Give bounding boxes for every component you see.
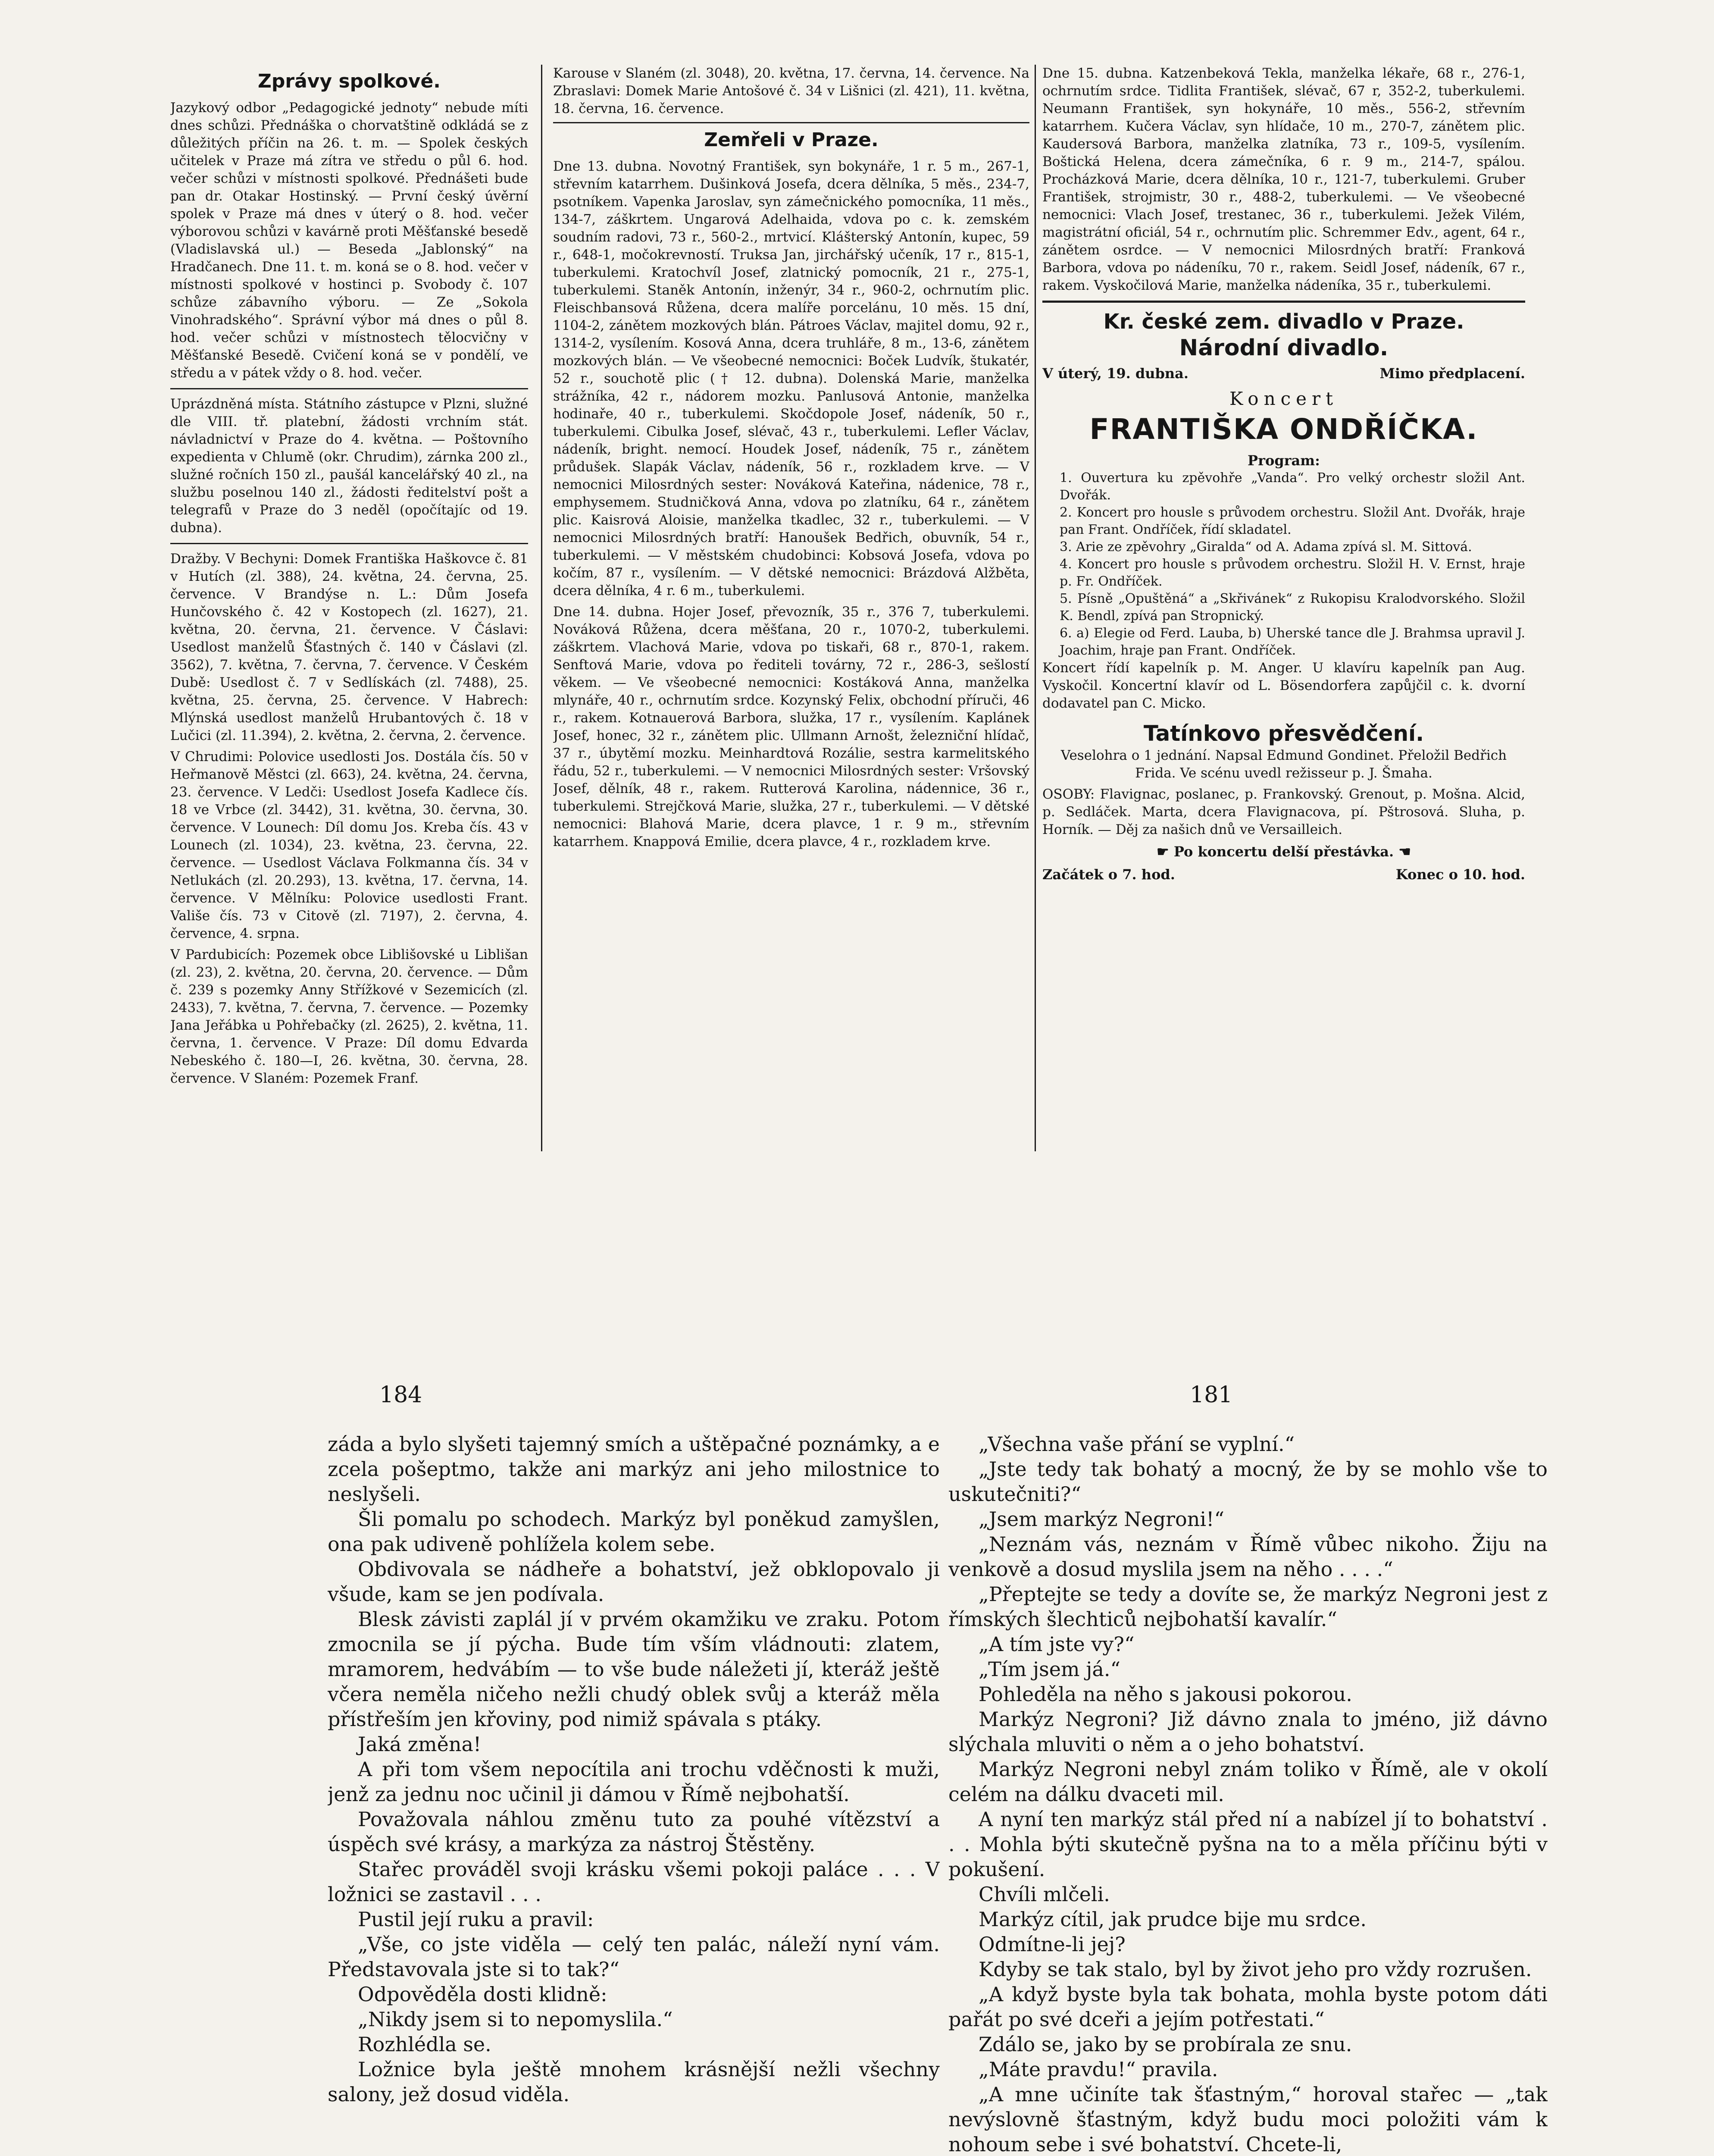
story-left-page	[328, 1432, 940, 2156]
play-title: Tatínkovo přesvědčení.	[1143, 721, 1424, 746]
auctions-text: Dražby. V Bechyni: Domek Františka Haškovce č. 81 v Hutích (zl. 388), 24. května, 24. června, 25. července. V Brandýse n. L.: Dům Josefa Hunčovského č. 42 v Kostopech (zl. 1627), 21. května, 20. června, 21. července. V Čáslavi: Usedlost manželů Šťastných č. 140 v Čáslavi (zl. 3562), 7. května, 7. června, 7. července. V Českém Dubě: Usedlost č. 7 v Sedlískách (zl. 7488), 25. května, 25. června, 25. července. V Habrech: Mlýnská usedlost manželů Hrubantových č. 18 v Lučici (zl. 11.394), 2. května, 2. června, 2. července.	[170, 551, 528, 743]
story-paragraph: „A tím jste vy?“	[979, 1633, 1135, 1656]
story-paragraph: „Máte pravdu!“ pravila.	[979, 2058, 1218, 2081]
end-time: Konec o 10. hod.	[1395, 866, 1525, 883]
column-theatre	[1042, 65, 1525, 1151]
story-paragraph: Odpověděla dosti klidně:	[358, 1983, 607, 2006]
theatre-subname: Národní divadlo.	[1179, 335, 1389, 361]
story-paragraph: „Nikdy jsem si to nepomyslila.“	[358, 2008, 673, 2031]
story-paragraph: „Tím jsem já.“	[979, 1658, 1120, 1681]
story-paragraph: Markýz Negroni? Již dávno znala to jméno, již dávno slýchala mluviti o něm a o jeho bohatství.	[948, 1708, 1548, 1756]
story-paragraph: A nyní ten markýz stál před ní a nabízel jí to bohatství . . . Mohla býti skutečně pyšna na to a měla příčinu býti v pokušení.	[948, 1808, 1548, 1881]
story-paragraph: Odmítne-li jej?	[979, 1933, 1126, 1956]
pointing-hand-icon: ☚	[1394, 843, 1411, 860]
deaths-april-15: Dne 15. dubna. Katzenbeková Tekla, manželka lékaře, 68 r., 276-1, ochrnutím srdce. Tidlita František, slévač, 67 r, 352-2, tuberkulemi. Neumann František, syn hokynáře, 10 měs., 556-2, střevním katarrhem. Kučera Václav, syn hlídače, 10 m., 270-7, zánětem plic. Kaudersová Barbora, manželka zlatníka, 73 r., 109-5, vysílením. Boštická Helena, dcera zámečníka, 6 r. 9 m., 214-7, spálou. Procházková Marie, dcera dělníka, 10 r., 121-7, tuberkulemi. Gruber František, strojmistr, 30 r., 488-2, tuberkulemi. — Ve všeobecné nemocnici: Vlach Josef, trestanec, 36 r., tuberkulemi. Ježek Vilém, magistrátní oficiál, 54 r., ochrnutím plic. Schremmer Edv., agent, 64 r., zánětem osrdce. — V nemocnici Milosrdných bratří: Franková Barbora, vdova po nádeníku, 70 r., rakem. Seidl Josef, nádeník, 67 r., rakem. Vyskočilová Marie, manželka nádeníka, 35 r., tuberkulemi.	[1042, 66, 1525, 293]
story-paragraph: Pohleděla na něho s jakousi pokorou.	[979, 1683, 1352, 1706]
intermission-text: Po koncertu delší přestávka.	[1173, 843, 1394, 860]
story-paragraph: Blesk závisti zaplál jí v prvém okamžiku ve zraku. Potom zmocnila se jí pýcha. Bude tím vším vládnouti: zlatem, mramorem, hedvábím — to vše bude náležeti jí, kteráž ještě včera neměla ničeho nežli chudý oblek svůj a kteráž měla přístřeším jen křoviny, pod nimiž spávala s ptáky.	[328, 1608, 940, 1731]
story-paragraph: Markýz Negroni nebyl znám toliko v Římě, ale v okolí celém na dálku dvaceti mil.	[948, 1758, 1548, 1806]
story-paragraph: A při tom všem nepocítila ani trochu vděčnosti k muži, jenž za jednu noc učinil ji dámou v Římě nejbohatší.	[328, 1758, 940, 1806]
program-title: Program:	[1248, 452, 1320, 469]
story-paragraph: „Neznám vás, neznám v Římě vůbec nikoho. Žiju na venkově a dosud myslila jsem na něho . . . .“	[948, 1532, 1548, 1581]
auctions-continued: Karouse v Slaném (zl. 3048), 20. května, 17. června, 14. července. Na Zbraslavi: Domek Marie Antošové č. 34 v Lišnici (zl. 421), 11. května, 18. června, 16. července.	[553, 66, 1029, 116]
divider	[170, 543, 528, 544]
story-paragraph: Považovala náhlou změnu tuto za pouhé vítězství a úspěch své krásy, a markýza za nástroj Štěstěny.	[328, 1808, 940, 1856]
story-paragraph: Chvíli mlčeli.	[979, 1883, 1110, 1906]
story-paragraph: Zdálo se, jako by se probírala ze snu.	[979, 2033, 1352, 2056]
subscription-note: Mimo předplacení.	[1379, 365, 1525, 382]
theatre-name: Kr. české zem. divadlo v Praze.	[1103, 310, 1464, 334]
deaths-april-13: Dne 13. dubna. Novotný František, syn bokynáře, 1 r. 5 m., 267-1, střevním katarrhem. Dušinková Josefa, dcera dělníka, 5 měs., 234-7, psotníkem. Vapenka Jaroslav, syn zámečnického pomocníka, 11 měs., 134-7, záškrtem. Ungarová Adelhaida, vdova po c. k. zemském soudním radovi, 73 r., 560-2., mrtvicí. Klášterský Antonín, kupec, 59 r., 648-1, močokrevností. Truksa Jan, jirchářský učeník, 17 r., 815-1, tuberkulemi. Kratochvíl Josef, zlatnický pomocník, 21 r., 275-1, tuberkulemi. Staněk Antonín, inženýr, 34 r., 960-2, ochrnutím plic. Fleischbansová Růžena, dcera malíře porcelánu, 10 měs. 15 dní, 1104-2, zánětem mozkových blán. Pátroes Václav, majitel domu, 92 r., 1314-2, vysílením. Kosová Anna, dcera truhláře, 8 m., 13-6, zánětem mozkových blán. — Ve všeobecné nemocnici: Boček Ludvík, štukatér, 52 r., souchotě plic († 12. dubna). Dolenská Marie, manželka strážníka, 42 r., nádorem mozku. Panlusová Antonie, manželka hodinaře, 40 r., tuberkulemi. Skočdopole Josef, nádeník, 50 r., tuberkulemi. Cibulka Josef, slévač, 43 r., tuberkulemi. Lefler Václav, nádeník, bright. nemocí. Houdek Josef, nádeník, 75 r., zánětem průdušek. Slapák Václav, nádeník, 56 r., rozkladem krve. — V nemocnici Milosrdných sester: Nováková Kateřina, nádenice, 78 r., emphysemem. Studničková Anna, vdova po zlatníku, 64 r., zánětem plic. Kaisrová Aloisie, manželka tkadlec, 32 r., tuberkulemi. — V nemocnici Milosrdných bratří: Hanoušek Bedřich, obuvník, 54 r., tuberkulemi. — V městském chudobinci: Kobsová Josefa, vdova po kočím, 87 r., vysílením. — V dětské nemocnici: Brázdová Alžběta, dcera dělníka, 4 r. 6 m., tuberkulemi.	[553, 159, 1029, 599]
story-paragraph: Jaká změna!	[358, 1733, 482, 1756]
left-page-number: 184	[379, 1382, 422, 1408]
intermission-note	[1042, 843, 1525, 861]
performance-date: V úterý, 19. dubna.	[1042, 365, 1189, 382]
story-paragraph: Markýz cítil, jak prudce bije mu srdce.	[979, 1908, 1367, 1931]
story-paragraph: Kdyby se tak stalo, byl by život jeho pro vždy rozrušen.	[979, 1958, 1532, 1981]
story-paragraph: Stařec prováděl svoji krásku všemi pokoji paláce . . . V ložnici se zastavil . . .	[328, 1858, 940, 1906]
right-page-number: 181	[1190, 1382, 1233, 1408]
story-paragraph: Šli pomalu po schodech. Markýz byl poněkud zamyšlen, ona pak udiveně pohlížela kolem sebe.	[328, 1507, 940, 1556]
story-paragraph: záda a bylo slyšeti tajemný smích a uštěpačné poznámky, a e zcela pošeptmo, takže ani markýz ani jeho milostnice to neslyšeli.	[328, 1432, 940, 1506]
column-deaths	[553, 65, 1029, 1151]
program-item: 6. a) Elegie od Ferd. Lauba, b) Uherské tance dle J. Brahmsa upravil J. Joachim, hraje pan Frant. Ondříček.	[1060, 626, 1525, 658]
story-paragraph: „Všechna vaše přání se vyplní.“	[979, 1432, 1295, 1456]
deaths-april-14: Dne 14. dubna. Hojer Josef, převozník, 35 r., 376 7, tuberkulemi. Nováková Růžena, dcera měšťana, 20 r., 1070-2, tuberkulemi. záškrtem. Vlachová Marie, vdova po tiskaři, 68 r., 870-1, rakem. Senftová Marie, vdova po řediteli továrny, 72 r., 286-3, sešlostí věkem. — Ve všeobecné nemocnici: Kostáková Anna, manželka mlynáře, 40 r., ochrnutím srdce. Kozynský Felix, obchodní příruči, 46 r., rakem. Kotnauerová Barbora, služka, 17 r., vysílením. Kaplánek Josef, honec, 32 r., zánětem plic. Ullmann Arnošt, železniční hlídač, 37 r., úbytěmí mozku. Meinhardtová Rozálie, sestra karmelitského řádu, 52 r., tuberkulemi. — V nemocnici Milosrdných sester: Vršovský Josef, dělník, 48 r., rakem. Rutterová Karolina, nádennice, 36 r., tuberkulemi. Strejčková Marie, služka, 27 r., tuberkulemi. — V dětské nemocnici: Blahová Marie, dcera plavce, 1 r. 9 m., střevním katarrhem. Knappová Emilie, dcera plavce, 4 r., rozkladem krve.	[553, 604, 1029, 849]
performer-name: FRANTIŠKA ONDŘÍČKA.	[1089, 413, 1478, 446]
story-paragraph: „Přeptejte se tedy a dovíte se, že markýz Negroni jest z římských šlechticů nejbohatší kavalír.“	[948, 1583, 1548, 1631]
column-divider	[1035, 65, 1036, 1151]
story-paragraph: „Vše, co jste viděla — celý ten palác, náleží nyní vám. Představovala jste si to tak?“	[328, 1933, 940, 1981]
program-item: 4. Koncert pro housle s průvodem orchestru. Složil H. V. Ernst, hraje p. Fr. Ondříček.	[1060, 557, 1525, 589]
conductor-note: Koncert řídí kapelník p. M. Anger. U klavíru kapelník pan Aug. Vyskočil. Koncertní klavír od L. Bösendorfera zapůjčil c. k. dvorní dodavatel pan C. Micko.	[1042, 660, 1525, 711]
program-list	[1042, 470, 1525, 659]
program-item: 1. Ouvertura ku zpěvohře „Vanda“. Pro velký orchestr složil Ant. Dvořák.	[1060, 470, 1525, 503]
auctions-text-2: V Chrudimi: Polovice usedlosti Jos. Dostála čís. 50 v Heřmanově Městci (zl. 663), 24. května, 24. června, 23. července. V Ledči: Usedlost Josefa Kadlece čís. 18 ve Vrbce (zl. 3442), 31. května, 30. června, 30. července. V Lounech: Díl domu Jos. Kreba čís. 43 v Lounech (zl. 1034), 23. května, 23. června, 22. července. — Usedlost Václava Folkmanna čís. 34 v Netlukách (zl. 20.293), 13. května, 17. června, 14. července. V Mělníku: Polovice usedlosti Frant. Vališe čís. 73 v Citově (zl. 7197), 2. června, 4. července, 4. srpna.	[170, 749, 528, 941]
story-paragraph: Rozhlédla se.	[358, 2033, 491, 2056]
story-paragraph: „A mne učiníte tak šťastným,“ horoval stařec — „tak nevýslovně šťastným, když budu moci položiti vám k nohoum sebe i své bohatství. Chcete-li,	[948, 2083, 1548, 2156]
story-paragraph: „Jste tedy tak bohatý a mocný, že by se mohlo vše to uskutečniti?“	[948, 1457, 1548, 1506]
column-club-news	[170, 65, 528, 1151]
divider	[553, 122, 1029, 123]
performance-date-row	[1042, 364, 1525, 383]
auctions-text-3: V Pardubicích: Pozemek obce Liblišovské u Liblišan (zl. 23), 2. května, 20. června, 20. července. — Dům č. 239 s pozemky Anny Střížkové v Sezemicích (zl. 2433), 7. května, 7. června, 7. července. — Pozemky Jana Jeřábka u Pohřebačky (zl. 2625), 2. května, 11. června, 1. července. V Praze: Díl domu Edvarda Nebeského č. 180—I, 26. května, 30. června, 28. července. V Slaném: Pozemek Franf.	[170, 947, 528, 1086]
deaths-heading: Zemřeli v Praze.	[704, 129, 879, 151]
column-divider	[541, 65, 542, 1151]
club-news-heading: Zprávy spolkové.	[257, 70, 441, 92]
story-paragraph: Pustil její ruku a pravil:	[358, 1908, 594, 1931]
divider	[170, 388, 528, 389]
concert-label: Koncert	[1229, 388, 1338, 409]
story-paragraph: Obdivovala se nádheře a bohatství, jež obklopovalo ji všude, kam se jen podívala.	[328, 1557, 940, 1606]
club-news-text: Jazykový odbor „Pedagogické jednoty“ nebude míti dnes schůzi. Přednáška o chorvatštině odkládá se z důležitých příčin na 26. t. m. — Spolek českých učitelek v Praze má zítra ve středu o půl 6. hod. večer schůzi v místnosti spolkové. Přednášeti bude pan dr. Otakar Hostinský. — První český úvěrní spolek v Praze má dnes v úterý o 8. hod. večer výborovou schůzi v kavárně proti Měšťanské besedě (Vladislavská ul.) — Beseda „Jablonský“ na Hradčanech. Dne 11. t. m. koná se o 8. hod. večer v místnosti spolkové v hostinci p. Svobody č. 107 schůze zábavního výboru. — Ze „Sokola Vinohradského“. Správní výbor má dnes o půl 8. hod. večer schůzi v místnostech tělocvičny v Měšťanské Besedě. Cvičení koná se v pondělí, ve středu a v pátek vždy o 8. hod. večer.	[170, 100, 528, 381]
story-right-page	[948, 1432, 1548, 2156]
vacancies-text: Uprázdněná místa. Státního zástupce v Plzni, služné dle VIII. tř. platební, žádosti vrchním stát. návladnictví v Praze do 4. května. — Poštovního expedienta v Chlumě (okr. Chrudim), zárnka 200 zl., služné ročních 150 zl., paušál kancelářský 40 zl., na službu poselnou 140 zl., žádosti ředitelství pošt a telegrafů v Praze do 3 neděl (opočítajíc od 19. dubna).	[170, 396, 528, 536]
story-paragraph: Ložnice byla ještě mnohem krásnější nežli všechny salony, jež dosud viděla.	[328, 2058, 940, 2106]
program-item: 5. Písně „Opuštěná“ a „Skřivánek“ z Rukopisu Kralodvorského. Složil K. Bendl, zpívá pan Stropnický.	[1060, 591, 1525, 624]
program-item: 2. Koncert pro housle s průvodem orchestru. Složil Ant. Dvořák, hraje pan Frant. Ondříček, řídí skladatel.	[1060, 505, 1525, 537]
pointing-hand-icon: ☛	[1157, 843, 1174, 860]
start-end-row	[1042, 866, 1525, 884]
program-item: 3. Arie ze zpěvohry „Giralda“ od A. Adama zpívá sl. M. Sittová.	[1060, 539, 1472, 555]
start-time: Začátek o 7. hod.	[1042, 866, 1175, 883]
story-paragraph: „A když byste byla tak bohata, mohla byste potom dáti pařát po své dceři a jejím potřestati.“	[948, 1983, 1548, 2031]
play-cast: OSOBY: Flavignac, poslanec, p. Frankovský. Grenout, p. Mošna. Alcid, p. Sedláček. Marta, dcera Flavignacova, pí. Pštrosová. Sluha, p. Horník. — Děj za našich dnů ve Versailleich.	[1042, 787, 1525, 837]
story-paragraph: „Jsem markýz Negroni!“	[979, 1507, 1225, 1531]
play-description: Veselohra o 1 jednání. Napsal Edmund Gondinet. Přeložil Bedřich Frida. Ve scénu uvedl režisseur p. J. Šmaha.	[1060, 748, 1507, 781]
divider	[1042, 301, 1525, 303]
